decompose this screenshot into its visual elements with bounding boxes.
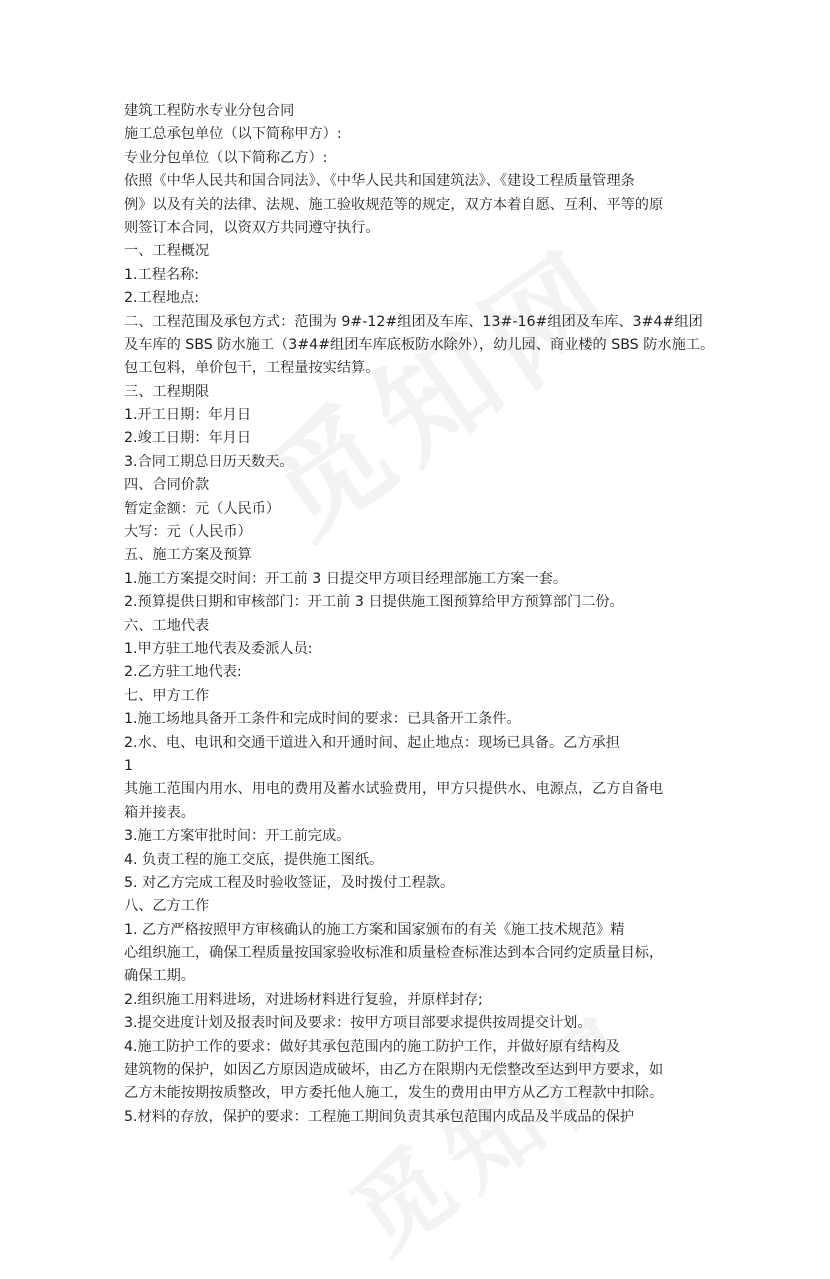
document-line: 2.预算提供日期和审核部门：开工前 3 日提供施工图预算给甲方预算部门二份。 bbox=[124, 594, 624, 611]
document-line: 5. 对乙方完成工程及时验收签证，及时拨付工程款。 bbox=[124, 874, 455, 891]
document-body bbox=[124, 100, 714, 1129]
page-number: 1 bbox=[124, 757, 134, 774]
document-line: 一、工程概况 bbox=[124, 243, 210, 260]
document-line: 2.竣工日期：年月日 bbox=[124, 430, 252, 447]
document-line: 建筑物的保护，如因乙方原因造成破坏，由乙方在限期内无偿整改至达到甲方要求，如 bbox=[124, 1062, 664, 1079]
document-line: 箱并接表。 bbox=[124, 804, 195, 821]
document-line: 大写：元（人民币） bbox=[124, 524, 252, 541]
document-line: 2.乙方驻工地代表: bbox=[124, 664, 242, 681]
document-line: 七、甲方工作 bbox=[124, 687, 210, 704]
document-title: 建筑工程防水专业分包合同 bbox=[124, 103, 295, 119]
document-line: 2.水、电、电讯和交通干道进入和开通时间、起止地点：现场已具备。乙方承担 bbox=[124, 734, 620, 751]
document-line: 及车库的 SBS 防水施工（3#4#组团车库底板防水除外），幼儿园、商业楼的 SBS 防水施工。 bbox=[124, 336, 715, 353]
document-line: 暂定金额：元（人民币） bbox=[124, 500, 281, 517]
document-line: 3.合同工期总日历天数天。 bbox=[124, 453, 294, 470]
document-line: 包工包料，单价包干，工程量按实结算。 bbox=[124, 360, 380, 377]
document-line: 施工总承包单位（以下简称甲方）: bbox=[124, 126, 342, 143]
document-line: 1. 乙方严格按照甲方审核确认的施工方案和国家颁布的有关《施工技术规范》精 bbox=[124, 921, 625, 938]
document-line: 1.甲方驻工地代表及委派人员: bbox=[124, 640, 313, 657]
document-line: 其施工范围内用水、用电的费用及蓄水试验费用，甲方只提供水、电源点，乙方自备电 bbox=[124, 781, 664, 798]
document-line: 依照《中华人民共和国合同法》、《中华人民共和国建筑法》、《建设工程质量管理条 bbox=[124, 173, 635, 190]
document-line: 3.施工方案审批时间：开工前完成。 bbox=[124, 828, 351, 845]
document-line: 四、合同价款 bbox=[124, 477, 210, 494]
document-line: 1.施工方案提交时间：开工前 3 日提交甲方项目经理部施工方案一套。 bbox=[124, 570, 568, 587]
document-line: 2.组织施工用料进场，对进场材料进行复验，并原样封存; bbox=[124, 991, 483, 1008]
document-line: 3.提交进度计划及报表时间及要求：按甲方项目部要求提供按周提交计划。 bbox=[124, 1015, 592, 1032]
document-line: 二、工程范围及承包方式：范围为 9#-12#组团及车库、13#-16#组团及车库、3#4#组团 bbox=[124, 313, 703, 330]
document-line: 5.材料的存放，保护的要求：工程施工期间负责其承包范围内成品及半成品的保护 bbox=[124, 1108, 635, 1125]
document-line: 1.施工场地具备开工条件和完成时间的要求：已具备开工条件。 bbox=[124, 711, 521, 728]
document-line: 六、工地代表 bbox=[124, 617, 210, 634]
document-line: 1.工程名称: bbox=[124, 266, 200, 283]
document-line: 八、乙方工作 bbox=[124, 898, 210, 915]
document-line: 确保工期。 bbox=[124, 968, 195, 985]
document-line: 例》以及有关的法律、法规、施工验收规范等的规定，双方本着自愿、互利、平等的原 bbox=[124, 196, 664, 213]
document-line: 三、工程期限 bbox=[124, 383, 210, 400]
document-line: 心组织施工，确保工程质量按国家验收标准和质量检查标准达到本合同约定质量目标， bbox=[124, 945, 664, 962]
document-line: 五、施工方案及预算 bbox=[124, 547, 252, 564]
document-line: 专业分包单位（以下简称乙方）: bbox=[124, 149, 328, 166]
document-line: 4. 负责工程的施工交底，提供施工图纸。 bbox=[124, 851, 384, 868]
document-line: 则签订本合同，以资双方共同遵守执行。 bbox=[124, 219, 380, 236]
document-line: 4.施工防护工作的要求：做好其承包范围内的施工防护工作，并做好原有结构及 bbox=[124, 1038, 620, 1055]
document-line: 2.工程地点: bbox=[124, 290, 200, 307]
document-lines bbox=[124, 123, 714, 1129]
document-line: 1.开工日期：年月日 bbox=[124, 407, 252, 424]
document-line: 乙方未能按期按质整改，甲方委托他人施工，发生的费用由甲方从乙方工程款中扣除。 bbox=[124, 1085, 664, 1102]
